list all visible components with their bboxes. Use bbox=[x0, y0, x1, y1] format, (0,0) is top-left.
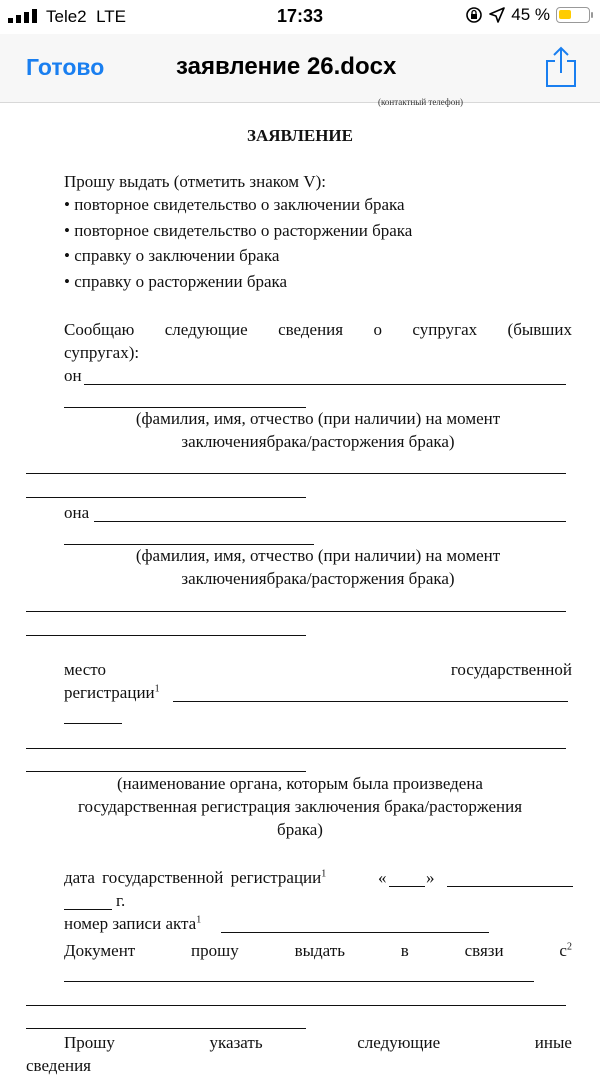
location-arrow-icon bbox=[489, 7, 505, 23]
status-right bbox=[465, 5, 590, 25]
date-day-line[interactable] bbox=[389, 886, 425, 887]
blank-line[interactable] bbox=[26, 1028, 306, 1029]
date-month-line[interactable] bbox=[447, 886, 573, 887]
blank-line[interactable] bbox=[26, 473, 566, 474]
share-icon[interactable] bbox=[544, 46, 578, 88]
blank-line[interactable] bbox=[26, 1005, 566, 1006]
he-name-line-2[interactable] bbox=[64, 407, 306, 408]
spouses-intro: Сообщаю следующие сведения о супругах (бывших bbox=[64, 320, 572, 339]
org-caption: брака) bbox=[277, 820, 323, 839]
reason-label: Документ прошу выдать в связи $с^2$ bbox=[64, 941, 572, 960]
other-info-label: Прошу указать следующие иные bbox=[64, 1033, 572, 1052]
nav-bar bbox=[0, 34, 600, 103]
document-page bbox=[0, 97, 600, 1075]
document-title: заявление 26.docx bbox=[176, 53, 397, 80]
network-label: LTE bbox=[96, 7, 127, 26]
blank-line[interactable] bbox=[26, 497, 306, 498]
date-label: дата государственной регистрации$^1$ bbox=[64, 868, 327, 887]
reason-line[interactable] bbox=[64, 981, 534, 982]
fio-caption: (фамилия, имя, отчество (при наличии) на момент bbox=[135, 409, 501, 428]
act-number-line[interactable] bbox=[221, 932, 489, 933]
blank-line[interactable] bbox=[26, 635, 306, 636]
option-item: • повторное свидетельство о заключении брака bbox=[64, 195, 405, 214]
status-bar bbox=[0, 0, 600, 34]
year-suffix: г. bbox=[116, 891, 126, 910]
done-button[interactable]: Готово bbox=[26, 54, 105, 80]
other-info-cont: сведения bbox=[26, 1056, 92, 1075]
date-quote-close: » bbox=[426, 868, 435, 887]
place-label: место государственной bbox=[64, 660, 572, 679]
fio-caption: заключениябрака/расторжения брака) bbox=[181, 569, 455, 588]
date-quote-open: « bbox=[378, 868, 387, 887]
he-label: он bbox=[64, 366, 82, 385]
registration-label: регистрации$^1$ bbox=[64, 683, 160, 702]
option-item: • повторное свидетельство о расторжении брака bbox=[64, 221, 413, 240]
header-cut-text: (контактный телефон) bbox=[378, 97, 464, 107]
org-caption: государственная регистрация заключения брака/расторжения bbox=[77, 797, 523, 816]
fio-caption: (фамилия, имя, отчество (при наличии) на момент bbox=[135, 546, 501, 565]
blank-line[interactable] bbox=[26, 611, 566, 612]
request-intro: Прошу выдать (отметить знаком V): bbox=[64, 172, 326, 191]
registration-place-line-2[interactable] bbox=[64, 723, 122, 724]
fio-caption: заключениябрака/расторжения брака) bbox=[181, 432, 455, 451]
she-name-line-2[interactable] bbox=[64, 544, 314, 545]
date-year-line[interactable] bbox=[64, 909, 112, 910]
she-label: она bbox=[64, 503, 90, 522]
rotation-lock-icon bbox=[465, 6, 483, 24]
he-name-line[interactable] bbox=[84, 384, 566, 385]
document-heading: ЗАЯВЛЕНИЕ bbox=[246, 126, 353, 145]
battery-icon bbox=[556, 7, 590, 23]
spouses-intro-cont: супругах): bbox=[64, 343, 140, 362]
battery-percent: 45 % bbox=[511, 5, 550, 24]
carrier-label: Tele2 LTE bbox=[46, 7, 127, 26]
act-number-label: номер записи акта$^1$ bbox=[64, 914, 202, 933]
blank-line[interactable] bbox=[26, 748, 566, 749]
registration-place-line[interactable] bbox=[173, 701, 568, 702]
she-name-line[interactable] bbox=[94, 521, 566, 522]
clock: 17:33 bbox=[276, 6, 324, 26]
option-item: • справку о заключении брака bbox=[64, 246, 280, 265]
org-caption: (наименование органа, которым была произведена bbox=[117, 774, 483, 793]
option-item: • справку о расторжении брака bbox=[64, 272, 288, 291]
blank-line[interactable] bbox=[26, 771, 306, 772]
